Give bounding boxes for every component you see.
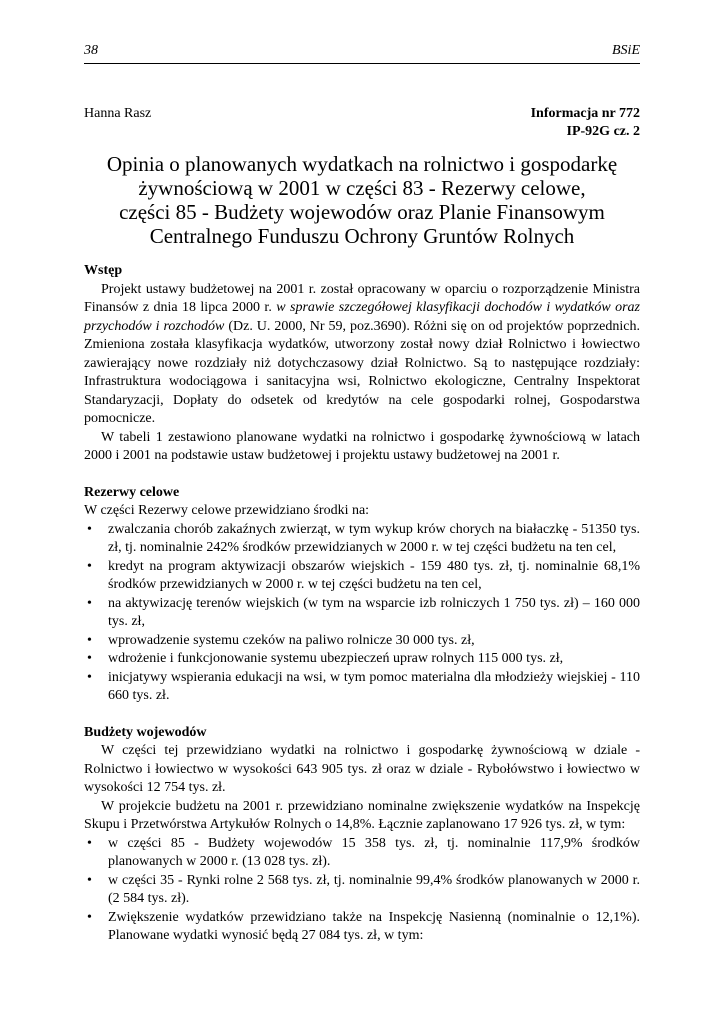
list-item: • zwalczania chorób zakaźnych zwierząt, w tym wykup krów chorych na białaczkę - 51350 tys. zł, tj. nominalnie 242% środków przewidzianych w 2000 r. w tej części budżetu na ten cel,	[84, 521, 640, 558]
italic-citation: w sprawie szczegółowej klasyfikacji dochodów i wydatków oraz przychodów i rozchodów	[84, 300, 640, 334]
section-heading-reserves: Rezerwy celowe	[84, 484, 180, 500]
list-item: • inicjatywy wspierania edukacji na wsi, w tym pomoc materialna dla młodzieży wiejskiej - 110 660 tys. zł.	[84, 669, 640, 706]
intro-paragraph-2: W tabeli 1 zestawiono planowane wydatki na rolnictwo i gospodarkę żywnościową w latach 2000 i 2001 na podstawie ustaw budżetowej i projektu ustawy budżetowej na 2001 r.	[84, 429, 640, 463]
text-run: (Dz. U. 2000, Nr 59, poz.3690). Różni się on od projektów poprzednich. Zmieniona została klasyfikacja wydatków, utworzony został nowy dział Rolnictwo i łowiectwo zawierający nowe rozdziały niż dotychczasowy dział Rolnictwo. Są to następujące rozdziały: Infrastruktura wodociągowa i sanitacyjna wsi, Rolnictwo ekologiczne, Centralny Inspektorat Standaryzacji, Dopłaty do odsetek od kredytów na cele gospodarki rolnej, Gospodarstwa pomocnicze.	[84, 318, 641, 426]
list-item: • w części 35 - Rynki rolne 2 568 tys. zł, tj. nominalnie 99,4% środków planowanych w 2000 r. (2 584 tys. zł).	[84, 872, 640, 909]
list-item: • na aktywizację terenów wiejskich (w tym na wsparcie izb rolniczych 1 750 tys. zł) – 160 000 tys. zł,	[84, 595, 640, 632]
title-line: części 85 - Budżety wojewodów oraz Planie Finansowym	[119, 200, 605, 224]
title-line: Centralnego Funduszu Ochrony Gruntów Rolnych	[149, 224, 575, 248]
budgets-paragraph-2: W projekcie budżetu na 2001 r. przewidziano nominalne zwiększenie wydatków na Inspekcję Skupu i Przetwórstwa Artykułów Rolnych o 14,8%. Łącznie zaplanowano 17 926 tys. zł, w tym:	[84, 798, 640, 832]
list-item: • w części 85 - Budżety wojewodów 15 358 tys. zł, tj. nominalnie 117,9% środków planowanych w 2000 r. (13 028 tys. zł).	[84, 835, 640, 872]
info-number: Informacja nr 772	[530, 106, 640, 121]
section-heading-intro: Wstęp	[84, 263, 123, 278]
budgets-paragraph-1: W części tej przewidziano wydatki na rolnictwo i gospodarkę żywnościową w dziale - Rolnictwo i łowiectwo w wysokości 643 905 tys. zł oraz w dziale - Rybołówstwo i łowiectwo w wysokości 12 754 tys. zł.	[84, 743, 640, 795]
info-block	[531, 105, 640, 141]
title-line: Opinia o planowanych wydatkach na rolnictwo i gospodarkę	[106, 152, 618, 176]
spacer	[84, 706, 640, 724]
list-item: • wprowadzenie systemu czeków na paliwo rolnicze 30 000 tys. zł,	[84, 632, 640, 651]
section-heading-budgets: Budżety wojewodów	[84, 724, 207, 740]
text-run: Projekt ustawy budżetowej na 2001 r. został opracowany w oparciu o rozporządzenie Ministra Finansów z dnia 18 lipca 2000 r.	[84, 281, 640, 315]
reserves-list	[84, 521, 640, 706]
page-number: 38	[84, 43, 98, 58]
running-header	[84, 42, 640, 64]
budgets-list	[84, 835, 640, 946]
list-item: • kredyt na program aktywizacji obszarów wiejskich - 159 480 tys. zł, tj. nominalnie 68,1% środków przewidzianych w 2000 r. w tej części budżetu na ten cel,	[84, 558, 640, 595]
spacer	[84, 466, 640, 484]
author-name: Hanna Rasz	[84, 106, 152, 121]
journal-name: BSiE	[612, 43, 640, 58]
title-line: żywnościową w 2001 w części 83 - Rezerwy celowe,	[138, 176, 586, 200]
reserves-lead: W części Rezerwy celowe przewidziano środki na:	[84, 503, 370, 518]
list-item: • Zwiększenie wydatków przewidziano także na Inspekcję Nasienną (nominalnie o 12,1%). Planowane wydatki wynosić będą 27 084 tys. zł, w tym:	[84, 909, 640, 946]
document-title	[84, 152, 640, 248]
document-body	[84, 262, 640, 946]
intro-paragraph-1	[84, 281, 640, 429]
list-item: • wdrożenie i funkcjonowanie systemu ubezpieczeń upraw rolnych 115 000 tys. zł,	[84, 650, 640, 669]
info-code: IP-92G cz. 2	[566, 124, 640, 139]
